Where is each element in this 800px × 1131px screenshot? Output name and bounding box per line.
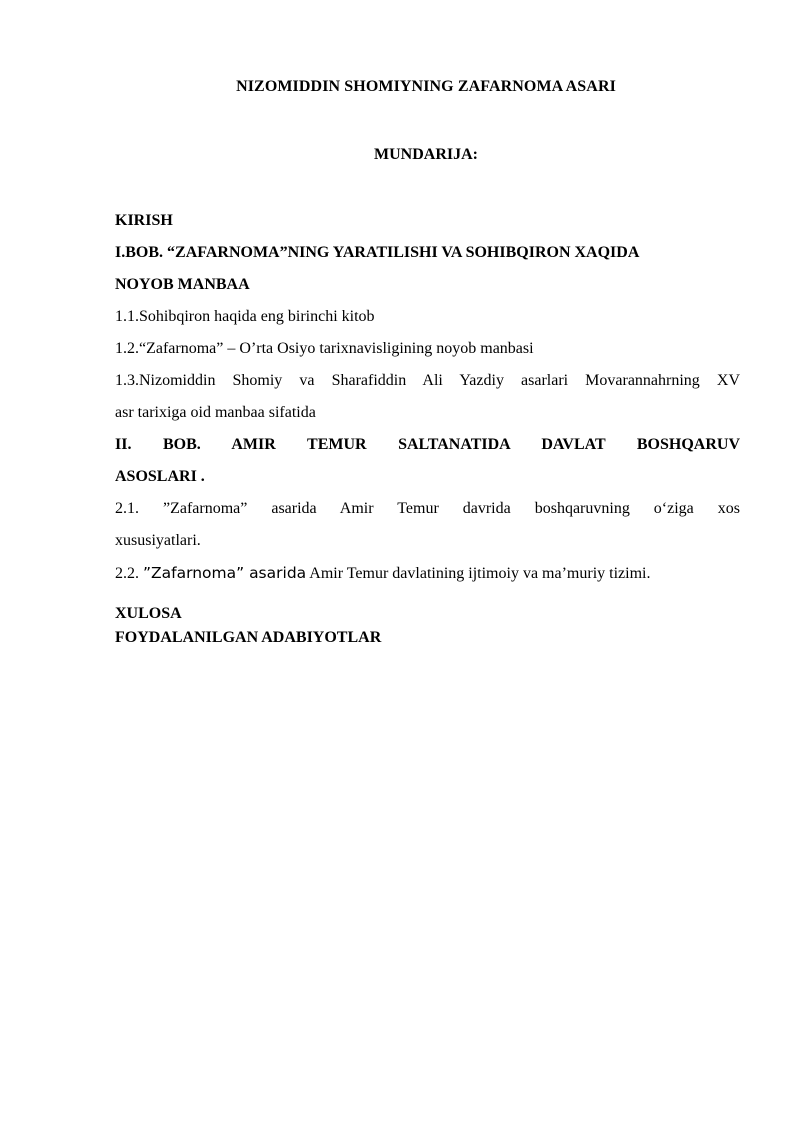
toc-heading: MUNDARIJA: [374, 146, 478, 163]
spacer [115, 590, 740, 602]
table-of-contents [115, 205, 740, 650]
toc-entry-section-1-1: 1.1.Sohibqiron haqida eng birinchi kitob [115, 308, 375, 325]
toc-entry-section-2-1-line2: xususiyatlari. [115, 532, 201, 549]
toc-entry-section-1-2: 1.2.“Zafarnoma” – O’rta Osiyo tarixnavisligining noyob manbasi [115, 340, 534, 357]
toc-entry-section-1-3-line1: 1.3.Nizomiddin Shomiy va Sharafiddin Ali Yazdiy asarlari Movarannahrning XV [115, 372, 740, 389]
section-2-2-number: 2.2. [115, 565, 143, 582]
toc-entry-conclusion: XULOSA [115, 605, 182, 622]
document-title: NIZOMIDDIN SHOMIYNING ZAFARNOMA ASARI [236, 78, 616, 95]
toc-entry-chapter2-line1: II. BOB. AMIR TEMUR SALTANATIDA DAVLAT BOSHQARUV [115, 436, 740, 453]
toc-entry-chapter1-line2: NOYOB MANBAA [115, 276, 250, 293]
section-2-2-text: Amir Temur davlatining ijtimoiy va ma’muriy tizimi. [306, 565, 651, 582]
toc-entry-chapter2-line2: ASOSLARI . [115, 468, 205, 485]
toc-entry-section-1-3-line2: asr tarixiga oid manbaa sifatida [115, 404, 316, 421]
toc-entry-references: FOYDALANILGAN ADABIYOTLAR [115, 629, 382, 646]
section-2-2-sans-text: ”Zafarnoma” asarida [143, 564, 307, 582]
toc-entry-chapter1-line1: I.BOB. “ZAFARNOMA”NING YARATILISHI VA SOHIBQIRON XAQIDA [115, 244, 640, 261]
toc-entry-intro: KIRISH [115, 212, 173, 229]
toc-entry-section-2-1-line1: 2.1. ”Zafarnoma” asarida Amir Temur davrida boshqaruvning o‘ziga xos [115, 500, 740, 517]
toc-entry-section-2-2 [115, 557, 740, 590]
